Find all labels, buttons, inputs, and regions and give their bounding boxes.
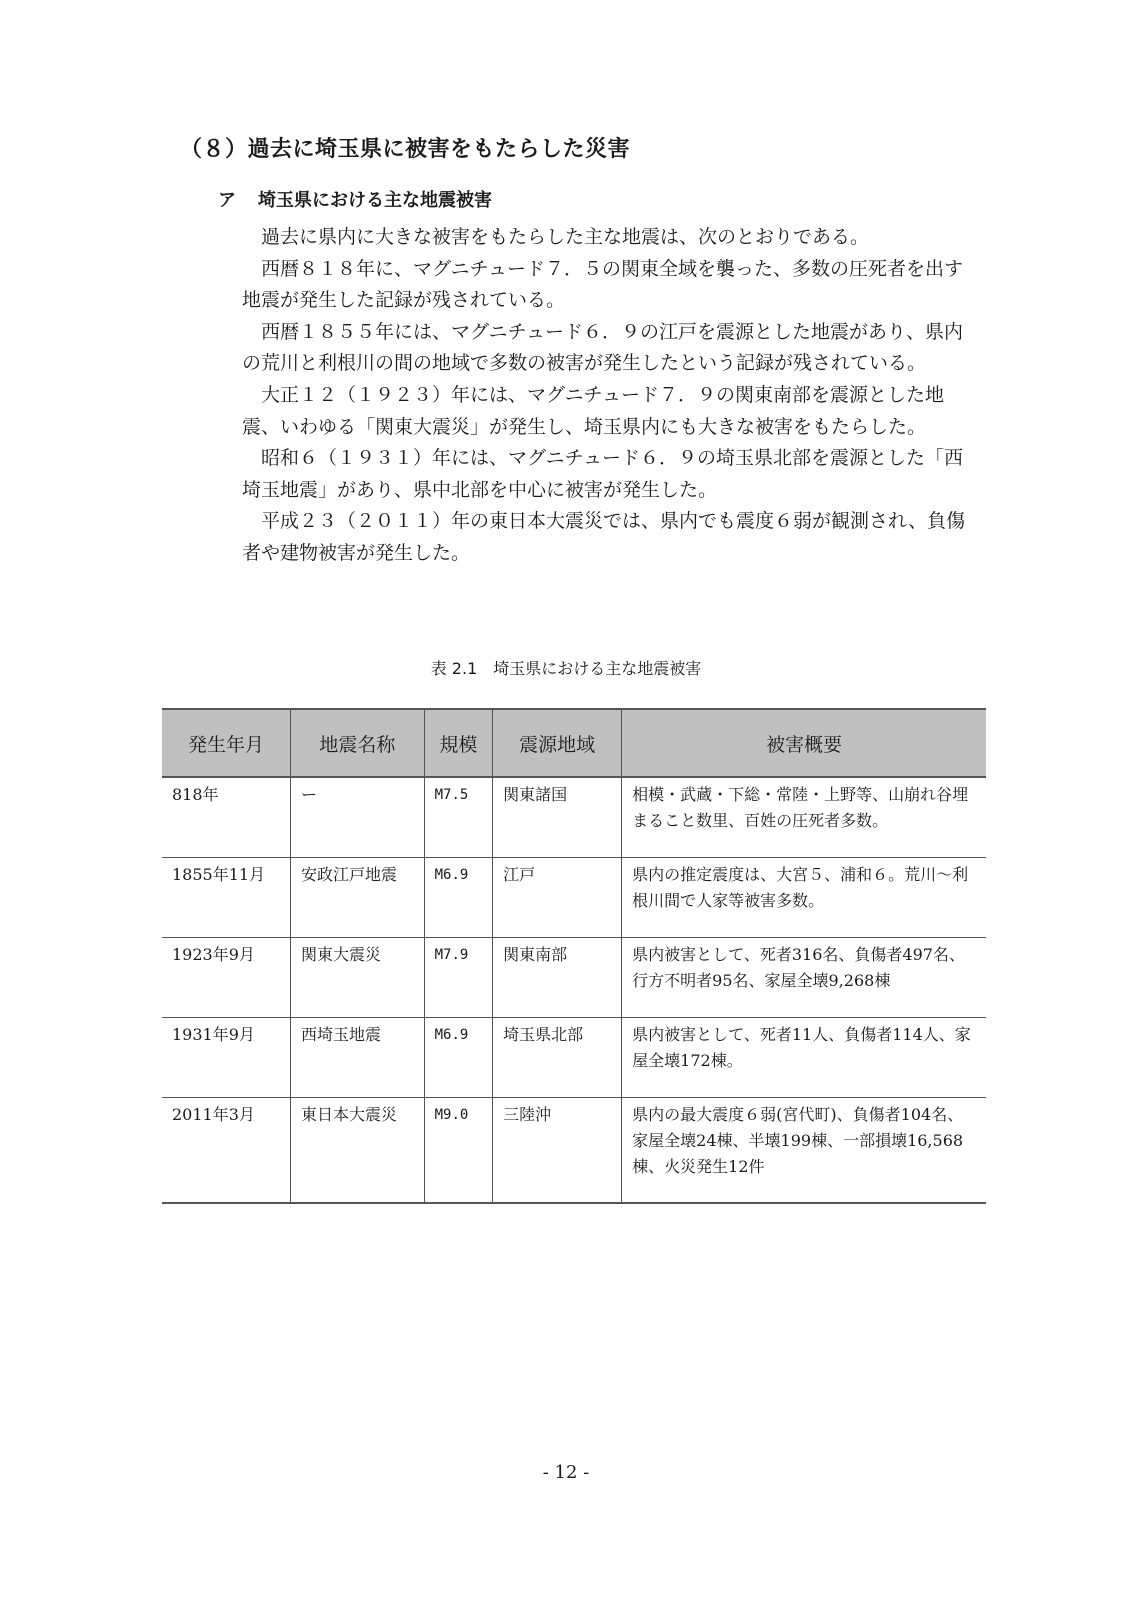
table-row (162, 777, 986, 857)
subsection-heading (218, 186, 492, 212)
cell-magnitude: M6.9 (424, 857, 492, 937)
table-caption: 表 2.1 埼玉県における主な地震被害 (430, 659, 702, 678)
cell-name: 東日本大震災 (291, 1097, 425, 1203)
header-date: 発生年月 (162, 709, 291, 777)
cell-area: 江戸 (493, 857, 622, 937)
cell-date: 1923年9月 (162, 937, 291, 1017)
cell-magnitude: M7.9 (424, 937, 492, 1017)
cell-name: 関東大震災 (291, 937, 425, 1017)
cell-area: 埼玉県北部 (493, 1017, 622, 1097)
paragraph: 過去に県内に大きな被害をもたらした主な地震は、次のとおりである。 (261, 226, 870, 248)
table-header-row (162, 709, 986, 777)
cell-summary: 相模・武蔵・下総・常陸・上野等、山崩れ谷埋まること数里、百姓の圧死者多数。 (622, 777, 986, 857)
paragraph: 大正１２（１９２３）年には、マグニチュード７．９の関東南部を震源とした地震、いわゆる「関東大震災」が発生し、埼玉県内にも大きな被害をもたらした。 (242, 383, 945, 438)
cell-name: 安政江戸地震 (291, 857, 425, 937)
body-text (242, 222, 982, 570)
cell-summary: 県内被害として、死者11人、負傷者114人、家屋全壊172棟。 (622, 1017, 986, 1097)
paragraph: 西暦８１８年に、マグニチュード７．５の関東全域を襲った、多数の圧死者を出す地震が発生した記録が残されている。 (242, 257, 964, 312)
header-magnitude: 規模 (424, 709, 492, 777)
cell-magnitude: M7.5 (424, 777, 492, 857)
cell-name: ー (291, 777, 425, 857)
earthquake-table (162, 708, 986, 1204)
page-number: - 12 - (542, 1462, 590, 1483)
paragraph: 平成２３（２０１１）年の東日本大震災では、県内でも震度６弱が観測され、負傷者や建物被害が発生した。 (242, 510, 966, 564)
subsection-marker: ア (218, 190, 236, 211)
table-row (162, 1097, 986, 1203)
cell-magnitude: M6.9 (424, 1017, 492, 1097)
header-summary: 被害概要 (622, 709, 986, 777)
cell-magnitude: M9.0 (424, 1097, 492, 1203)
header-name: 地震名称 (291, 709, 425, 777)
paragraph: 西暦１８５５年には、マグニチュード６．９の江戸を震源とした地震があり、県内の荒川と利根川の間の地域で多数の被害が発生したという記録が残されている。 (242, 320, 964, 375)
cell-date: 1855年11月 (162, 857, 291, 937)
cell-summary: 県内被害として、死者316名、負傷者497名、行方不明者95名、家屋全壊9,268棟 (622, 937, 986, 1017)
cell-summary: 県内の推定震度は、大宮５、浦和６。荒川～利根川間で人家等被害多数。 (622, 857, 986, 937)
table-row (162, 1017, 986, 1097)
cell-name: 西埼玉地震 (291, 1017, 425, 1097)
table-row (162, 937, 986, 1017)
cell-date: 2011年3月 (162, 1097, 291, 1203)
cell-date: 818年 (162, 777, 291, 857)
cell-area: 関東諸国 (493, 777, 622, 857)
paragraph: 昭和６（１９３１）年には、マグニチュード６．９の埼玉県北部を震源とした「西埼玉地震」があり、県中北部を中心に被害が発生した。 (242, 447, 964, 501)
cell-area: 三陸沖 (493, 1097, 622, 1203)
header-area: 震源地域 (493, 709, 622, 777)
cell-area: 関東南部 (493, 937, 622, 1017)
table-row (162, 857, 986, 937)
section-heading: （８）過去に埼玉県に被害をもたらした災害 (180, 137, 631, 162)
cell-date: 1931年9月 (162, 1017, 291, 1097)
subsection-title: 埼玉県における主な地震被害 (258, 190, 492, 211)
cell-summary: 県内の最大震度６弱(宮代町)、負傷者104名、家屋全壊24棟、半壊199棟、一部損壊16,568棟、火災発生12件 (622, 1097, 986, 1203)
